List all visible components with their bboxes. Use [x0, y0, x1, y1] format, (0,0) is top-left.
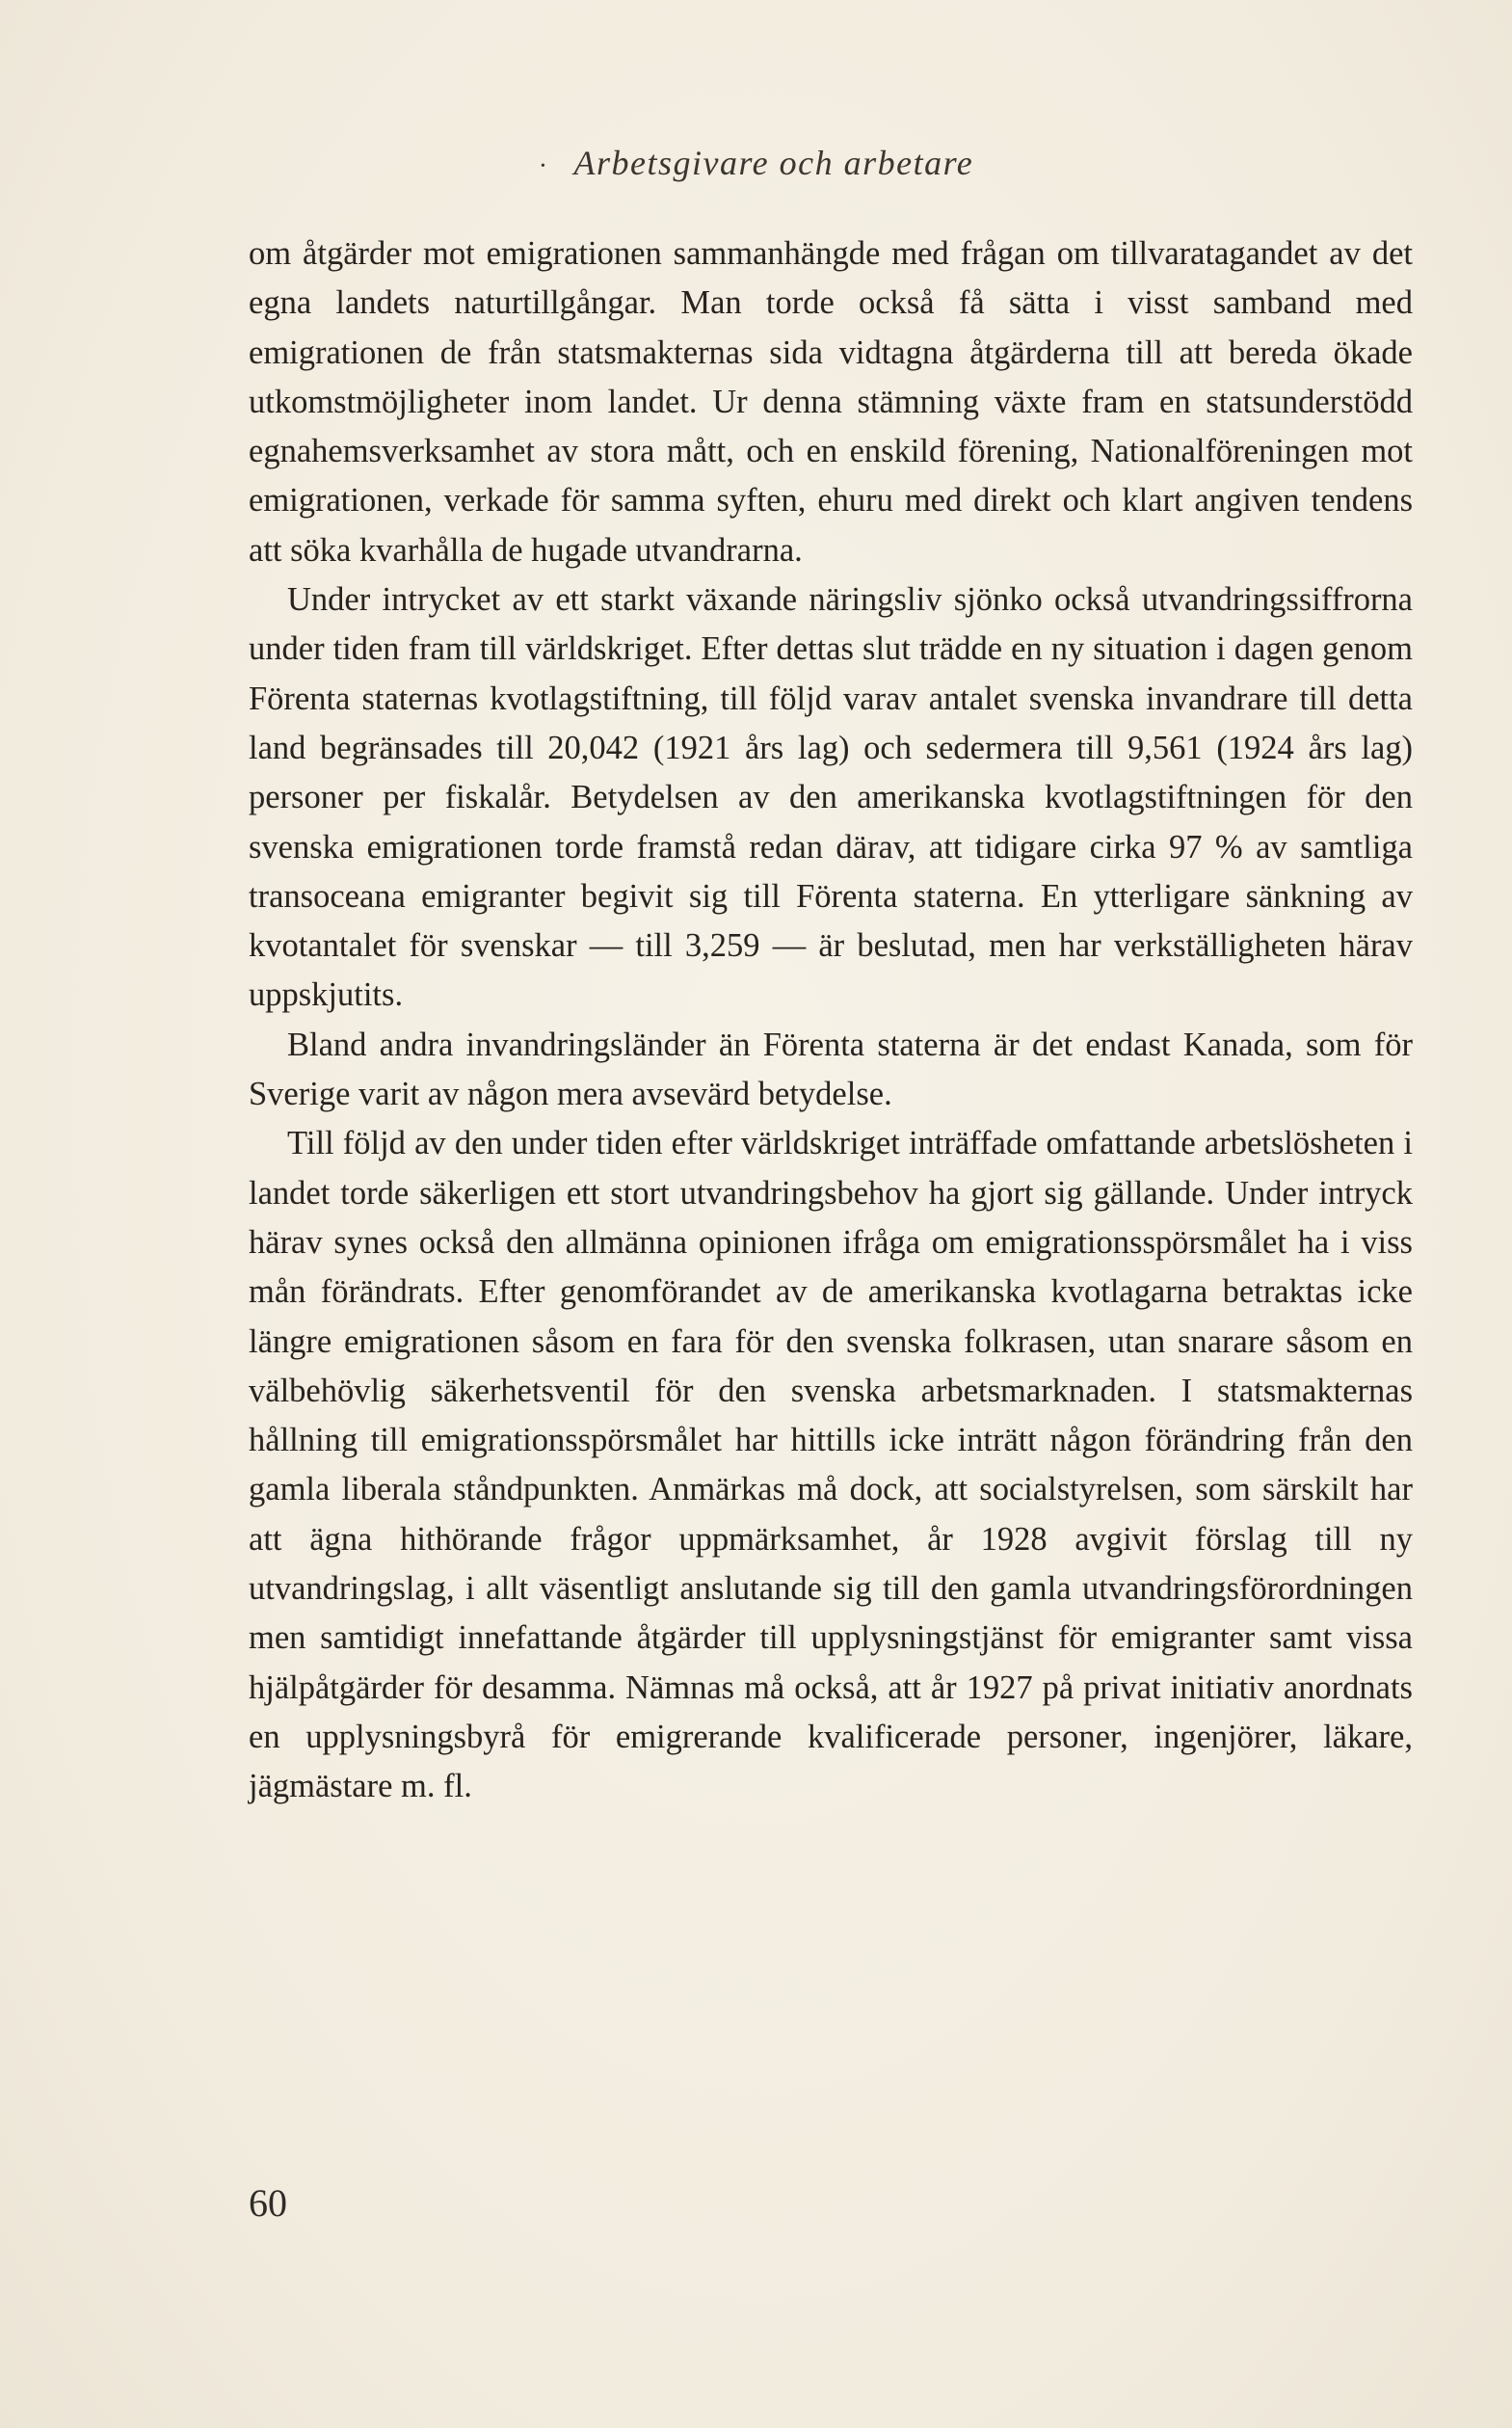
body-text [249, 229, 1413, 1812]
running-head-title: Arbetsgivare och arbetare [573, 144, 974, 182]
running-head [0, 143, 1512, 183]
paragraph-1: om åtgärder mot emigrationen sammanhängde med frågan om tillvaratagandet av det egna landets naturtillgångar. Man torde också få sätta i visst samband med emigrationen de från statsmakternas sida vidtagna åtgärderna till att bereda ökade utkomstmöjligheter inom landet. Ur denna stämning växte fram en statsunderstödd egnahemsverksamhet av stora mått, och en enskild förening, Nationalföreningen mot emigrationen, verkade för samma syften, ehuru med direkt och klart angiven tendens att söka kvarhålla de hugade utvandrarna. [249, 235, 1413, 569]
paragraph-4: Till följd av den under tiden efter världskriget inträffade omfattande arbetslösheten i landet torde säkerligen ett stort utvandringsbehov ha gjort sig gällande. Under intryck härav synes också den allmänna opinionen ifråga om emigrationsspörsmålet ha i viss mån förändrats. Efter genomförandet av de amerikanska kvotlagarna betraktas icke längre emigrationen såsom en fara för den svenska folkrasen, utan snarare såsom en välbehövlig säkerhetsventil för den svenska arbetsmarknaden. I statsmakternas hållning till emigrationsspörsmålet har hittills icke inträtt någon förändring från den gamla liberala ståndpunkten. Anmärkas må dock, att socialstyrelsen, som särskilt har att ägna hithörande frågor uppmärksamhet, år 1928 avgivit förslag till ny utvandringslag, i allt väsentligt anslutande sig till den gamla utvandringsförordningen men samtidigt innefattande åtgärder till upplysningstjänst för emigranter samt vissa hjälpåtgärder för desamma. Nämnas må också, att år 1927 på privat initiativ anordnats en upplysningsbyrå för emigrerande kvalificerade personer, ingenjörer, läkare, jägmästare m. fl. [249, 1125, 1413, 1805]
page-number: 60 [249, 2181, 287, 2225]
paragraph-3: Bland andra invandringsländer än Förenta staterna är det endast Kanada, som för Sverige varit av någon mera avsevärd betydelse. [249, 1026, 1413, 1113]
paragraph-2: Under intrycket av ett starkt växande näringsliv sjönko också utvandringssiffrorna under tiden fram till världskriget. Efter dettas slut trädde en ny situation i dagen genom Förenta staternas kvotlagstiftning, till följd varav antalet svenska invandrare till detta land begränsades till 20,042 (1921 års lag) och sedermera till 9,561 (1924 års lag) personer per fiskalår. Betydelsen av den amerikanska kvotlagstiftningen för den svenska emigrationen torde framstå redan därav, att tidigare cirka 97 % av samtliga transoceana emigranter begivit sig till Förenta staterna. En ytterligare sänkning av kvotantalet för svenskar — till 3,259 — är beslutad, men har verkställigheten härav uppskjutits. [249, 581, 1413, 1014]
header-dot: · [538, 151, 549, 181]
